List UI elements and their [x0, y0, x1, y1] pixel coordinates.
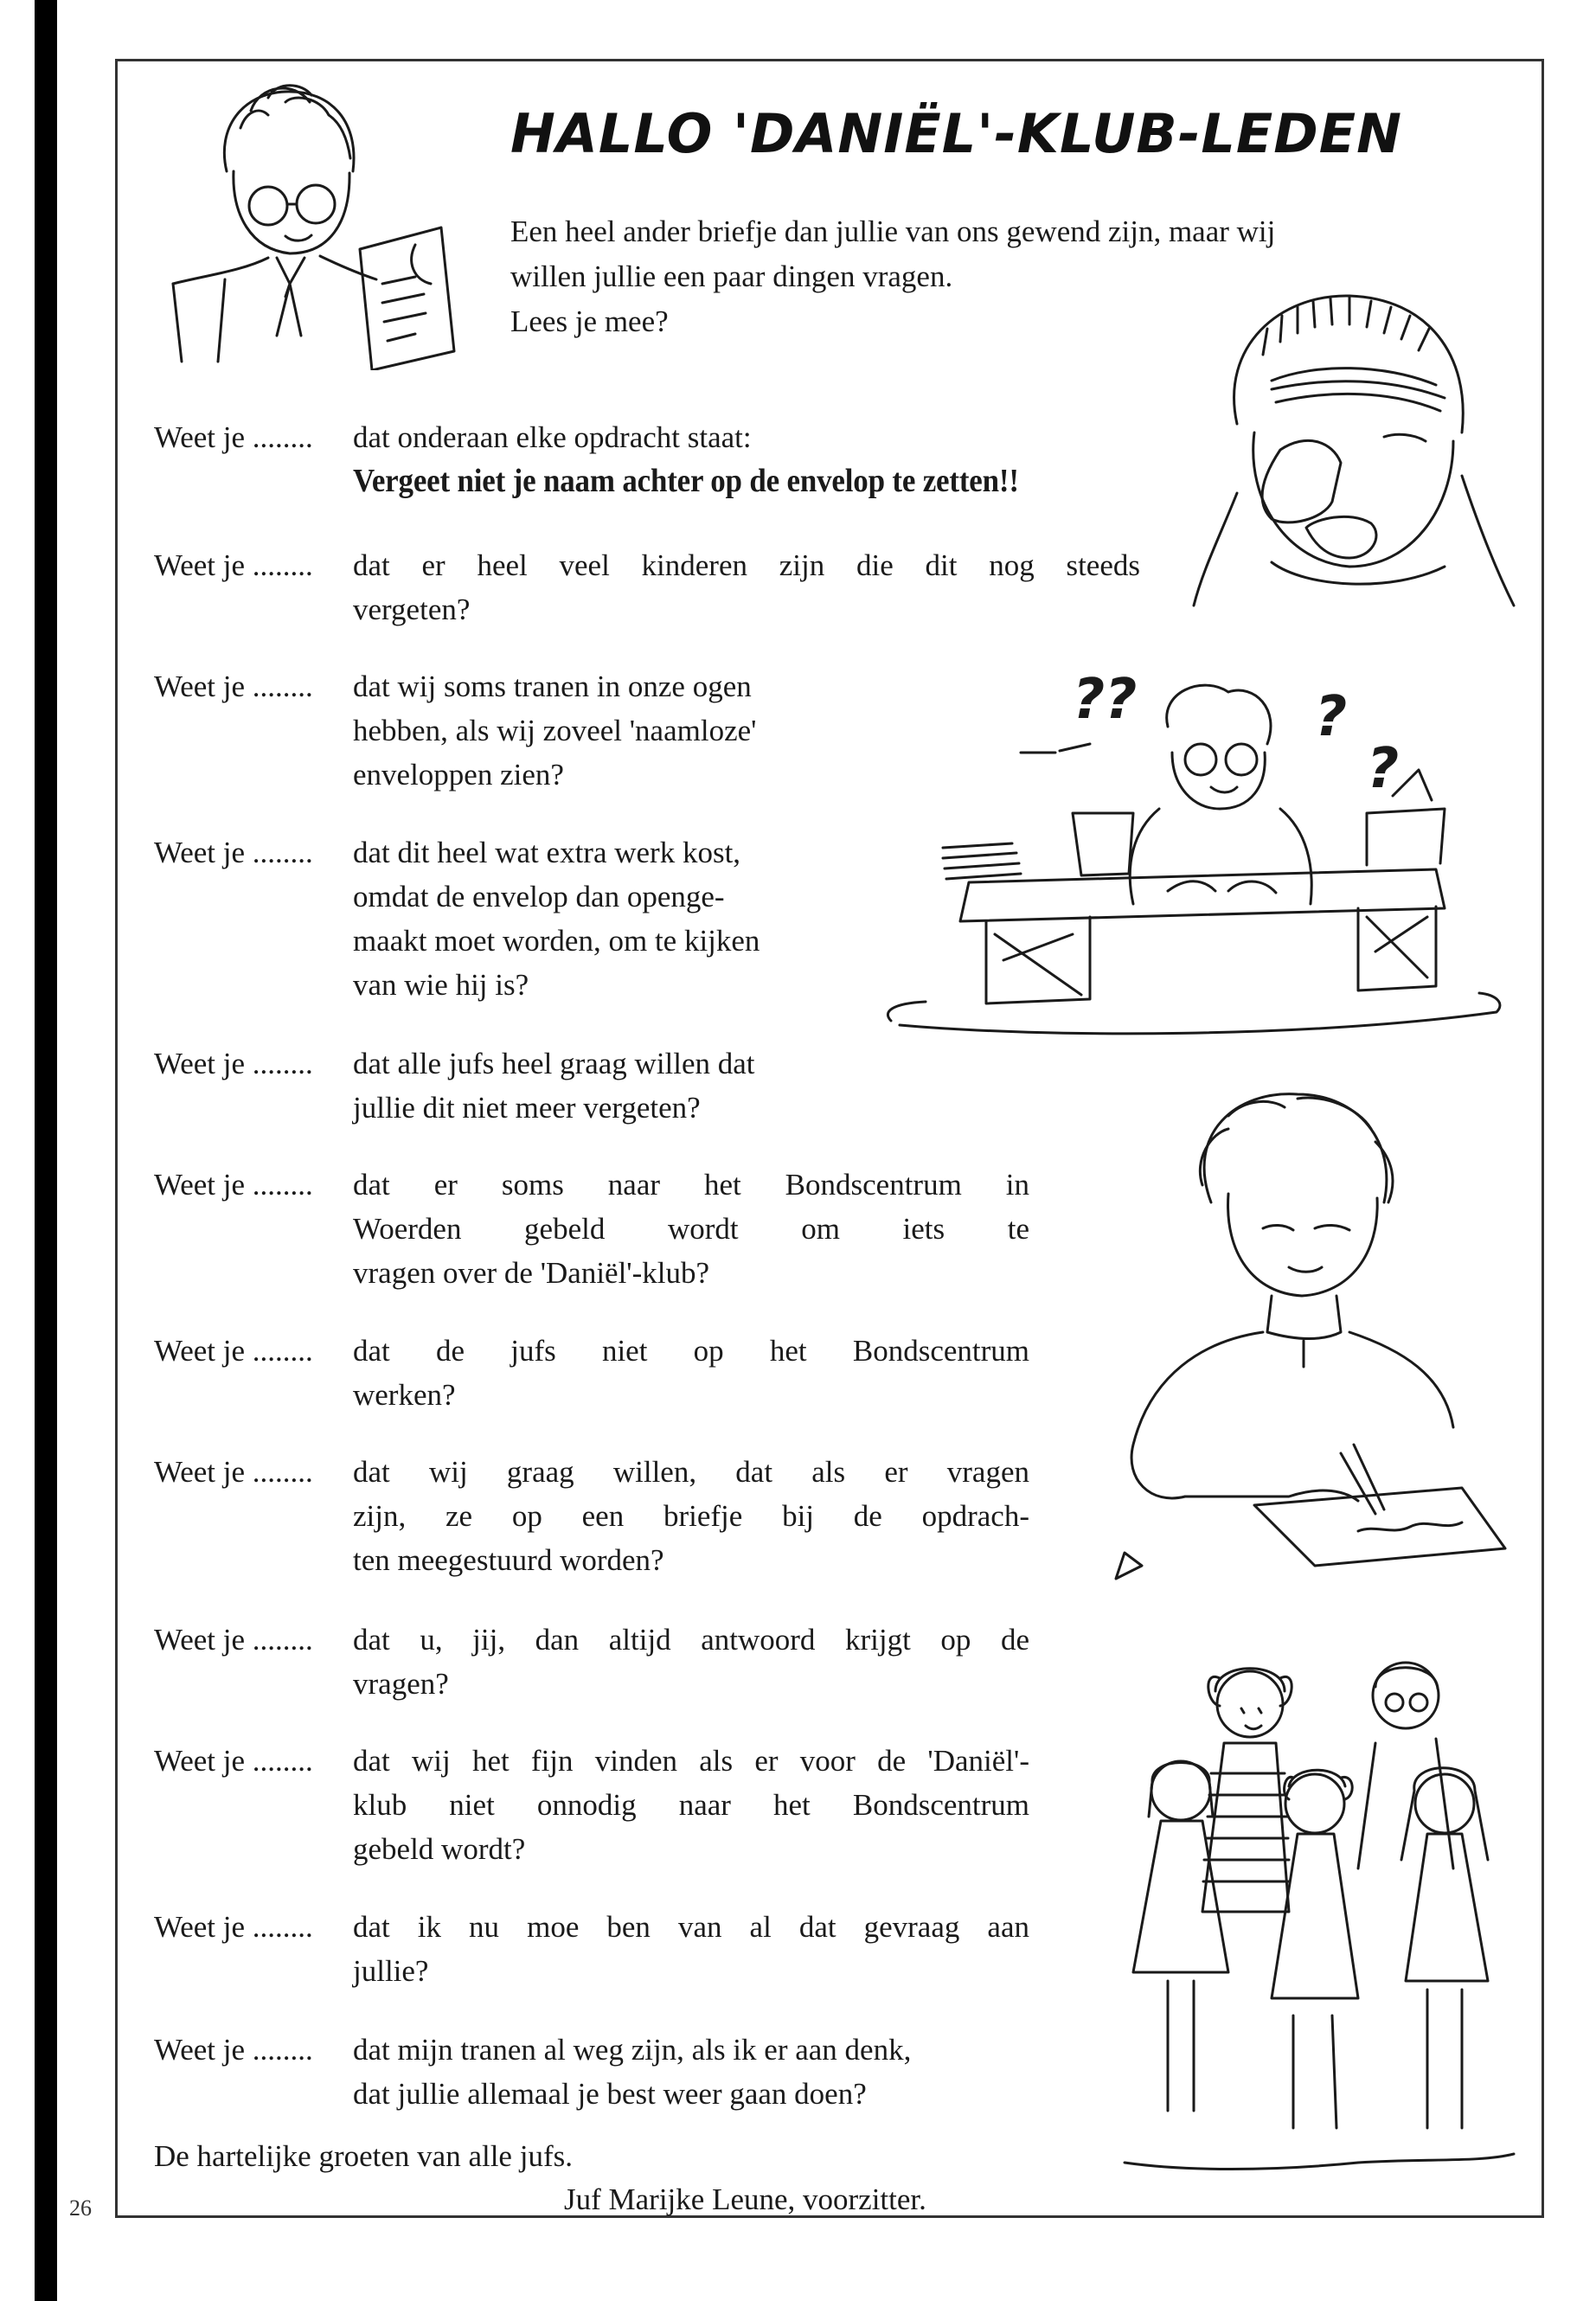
closing-greeting: De hartelijke groeten van alle jufs. [154, 2139, 573, 2173]
question-line: jullie dit niet meer vergeten? [353, 1091, 701, 1125]
intro-line: Een heel ander briefje dan jullie van ons gewend zijn, maar wij [510, 215, 1276, 248]
question-lead: Weet je ........ [154, 1623, 313, 1657]
question-line: dat de jufs niet op het Bondscentrum [353, 1334, 1029, 1368]
question-line: van wie hij is? [353, 968, 529, 1002]
children-group-icon [1099, 1609, 1531, 2180]
reading-woman-icon [156, 76, 467, 370]
question-text [353, 1905, 1029, 1993]
svg-text:?: ? [1315, 685, 1348, 749]
crying-woman-icon [1185, 277, 1531, 623]
question-line: dat onderaan elke opdracht staat: [353, 420, 752, 454]
question-text [353, 1329, 1029, 1417]
svg-text:?: ? [1367, 737, 1400, 801]
question-line: dat u, jij, dan altijd antwoord krijgt op de [353, 1623, 1029, 1657]
reminder-text: Vergeet niet je naam achter op de envelop te zetten!! [353, 463, 1019, 499]
question-line: dat ik nu moe ben van al dat gevraag aan [353, 1910, 1029, 1944]
question-line: vragen? [353, 1667, 449, 1701]
question-line: jullie? [353, 1954, 429, 1988]
question-text [353, 415, 1304, 503]
question-line: vragen over de 'Daniël'-klub? [353, 1256, 710, 1290]
svg-text:??: ?? [1073, 668, 1138, 732]
question-line: werken? [353, 1378, 456, 1412]
question-line: gebeld wordt? [353, 1832, 526, 1866]
question-lead: Weet je ........ [154, 1744, 313, 1778]
question-line: dat mijn tranen al weg zijn, als ik er aan denk, [353, 2033, 912, 2067]
question-line: dat wij soms tranen in onze ogen [353, 670, 752, 703]
question-line: dat wij graag willen, dat als er vragen [353, 1455, 1029, 1489]
question-text [353, 1163, 1029, 1295]
question-lead: Weet je ........ [154, 836, 313, 869]
question-lead: Weet je ........ [154, 2033, 313, 2067]
question-lead: Weet je ........ [154, 1168, 313, 1202]
question-lead: Weet je ........ [154, 1334, 313, 1368]
question-text [353, 1618, 1029, 1706]
question-lead: Weet je ........ [154, 1455, 313, 1489]
question-line: dat dit heel wat extra werk kost, [353, 836, 741, 869]
question-text [353, 2028, 1029, 2116]
binding-edge [35, 0, 57, 2301]
page-title: HALLO 'DANIËL'-KLUB-LEDEN [510, 102, 1402, 165]
question-line: dat er soms naar het Bondscentrum in [353, 1168, 1029, 1202]
question-line: vergeten? [353, 593, 471, 626]
intro-line: Lees je mee? [510, 304, 669, 338]
question-text [353, 543, 1140, 631]
question-lead: Weet je ........ [154, 548, 313, 582]
question-line: dat wij het fijn vinden als er voor de 'Daniël'- [353, 1744, 1029, 1778]
closing-signature: Juf Marijke Leune, voorzitter. [564, 2182, 926, 2216]
question-line: klub niet onnodig naar het Bondscentrum [353, 1788, 1029, 1822]
writing-woman-icon [1099, 1081, 1531, 1583]
question-text [353, 664, 872, 797]
question-lead: Weet je ........ [154, 670, 313, 703]
question-line: omdat de envelop dan openge- [353, 880, 725, 913]
confused-clerk-icon [874, 657, 1514, 1047]
question-line: enveloppen zien? [353, 758, 564, 792]
question-lead: Weet je ........ [154, 1047, 313, 1080]
question-line: zijn, ze op een briefje bij de opdrach- [353, 1499, 1029, 1533]
question-line: dat er heel veel kinderen zijn die dit nog steeds [353, 548, 1140, 582]
question-text [353, 830, 889, 1007]
question-line: ten meegestuurd worden? [353, 1543, 664, 1577]
question-lead: Weet je ........ [154, 420, 313, 454]
question-line: dat jullie allemaal je best weer gaan doen? [353, 2077, 867, 2111]
question-lead: Weet je ........ [154, 1910, 313, 1944]
question-line: hebben, als wij zoveel 'naamloze' [353, 714, 757, 747]
question-line: dat alle jufs heel graag willen dat [353, 1047, 755, 1080]
question-text [353, 1042, 889, 1130]
question-text [353, 1450, 1029, 1582]
question-text [353, 1739, 1029, 1871]
intro-line: willen jullie een paar dingen vragen. [510, 260, 953, 293]
page-number: 26 [69, 2195, 92, 2221]
question-line: maakt moet worden, om te kijken [353, 924, 760, 958]
question-line: Woerden gebeld wordt om iets te [353, 1212, 1029, 1246]
